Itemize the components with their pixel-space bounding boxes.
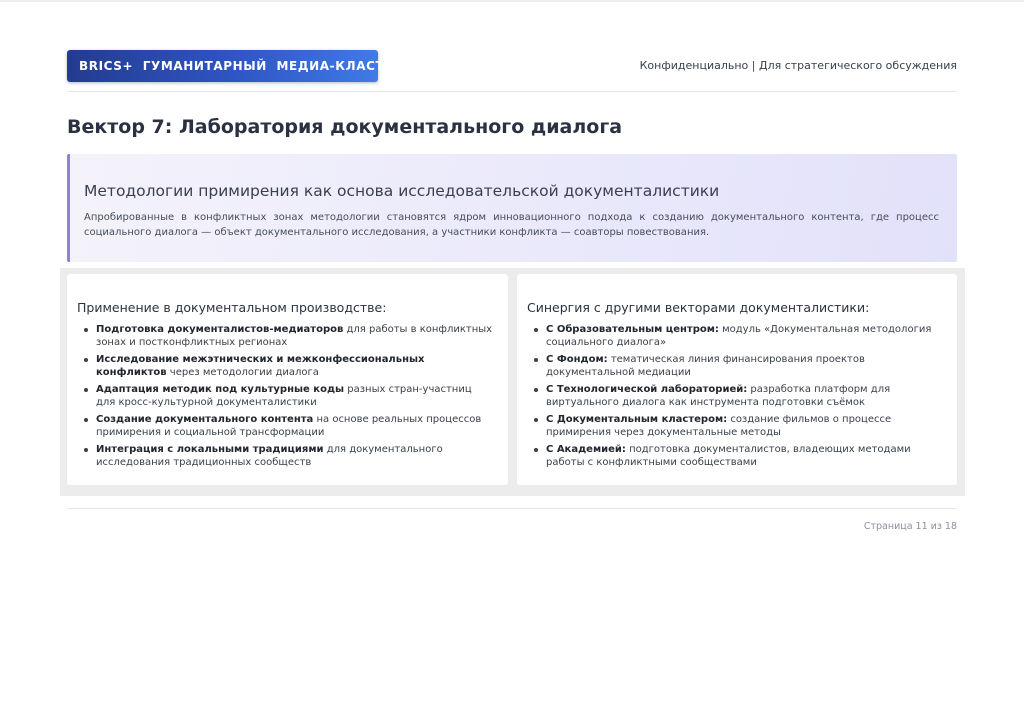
- page-header: [67, 50, 957, 84]
- application-panel: [67, 274, 508, 485]
- list-item: [546, 323, 943, 349]
- synergy-panel: [517, 274, 957, 485]
- application-panel-heading: Применение в документальном производстве:: [77, 300, 387, 315]
- list-item-bold: Подготовка документалистов-медиаторов: [96, 324, 344, 335]
- application-list: [77, 323, 494, 469]
- list-item-text: для работы в конфликтных зонах и постконфликтных регионах: [96, 324, 493, 348]
- intro-callout: [67, 154, 957, 262]
- list-item-bold: С Документальным кластером:: [546, 414, 728, 425]
- list-item-text: разных стран-участниц для кросс-культурной документалистики: [96, 384, 472, 408]
- list-item: [96, 383, 494, 409]
- list-item-bold: Адаптация методик под культурные коды: [96, 384, 345, 395]
- list-item-bold: Создание документального контента: [96, 414, 314, 425]
- callout-heading: Методологии примирения как основа исследовательской документалистики: [84, 182, 720, 200]
- list-item-text: через методологии диалога: [166, 367, 319, 378]
- list-item: [96, 353, 494, 379]
- list-item-text: подготовка документалистов, владеющих методами работы с конфликтными сообществами: [546, 444, 911, 468]
- list-item-text: тематическая линия финансирования проектов документальной медиации: [546, 354, 865, 378]
- list-item-bold: С Технологической лабораторией:: [546, 384, 748, 395]
- top-divider: [0, 0, 1024, 2]
- list-item-text: на основе реальных процессов примирения и социальной трансформации: [96, 414, 482, 438]
- list-item: [96, 413, 494, 439]
- list-item-bold: Исследование межэтнических и межконфессиональных конфликтов: [96, 354, 425, 378]
- synergy-panel-heading: Синергия с другими векторами документалистики:: [527, 300, 870, 315]
- list-item-bold: С Фондом:: [546, 354, 608, 365]
- list-item: [546, 413, 943, 439]
- list-item: [96, 443, 494, 469]
- list-item-text: для документального исследования традиционных сообществ: [96, 444, 443, 468]
- brand-logo-badge: BRICS+ ГУМАНИТАРНЫЙ МЕДИА-КЛАСТЕР: [67, 50, 378, 82]
- list-item-bold: С Образовательным центром:: [546, 324, 719, 335]
- list-item: [546, 443, 943, 469]
- panels-container: [60, 268, 965, 496]
- synergy-list: [527, 323, 943, 469]
- list-item-bold: С Академией:: [546, 444, 626, 455]
- footer-divider: [67, 508, 957, 509]
- list-item: [546, 383, 943, 409]
- header-divider: [67, 91, 957, 92]
- page-number: Страница 11 из 18: [863, 521, 957, 532]
- page-title: Вектор 7: Лаборатория документального диалога: [67, 116, 623, 138]
- list-item-text: модуль «Документальная методология социального диалога»: [546, 324, 932, 348]
- list-item: [546, 353, 943, 379]
- list-item-text: разработка платформ для виртуального диалога как инструмента подготовки съёмок: [546, 384, 891, 408]
- list-item-bold: Интеграция с локальными традициями: [96, 444, 324, 455]
- list-item-text: создание фильмов о процессе примирения через документальные методы: [546, 414, 892, 438]
- confidentiality-note: Конфиденциально | Для стратегического обсуждения: [639, 59, 957, 72]
- list-item: [96, 323, 494, 349]
- callout-text: Апробированные в конфликтных зонах методологии становятся ядром инновационного подхода к созданию документального контента, где процесс социального диалога — объект документального исследования, а участники конфликта — соавторы повествования.: [84, 212, 939, 238]
